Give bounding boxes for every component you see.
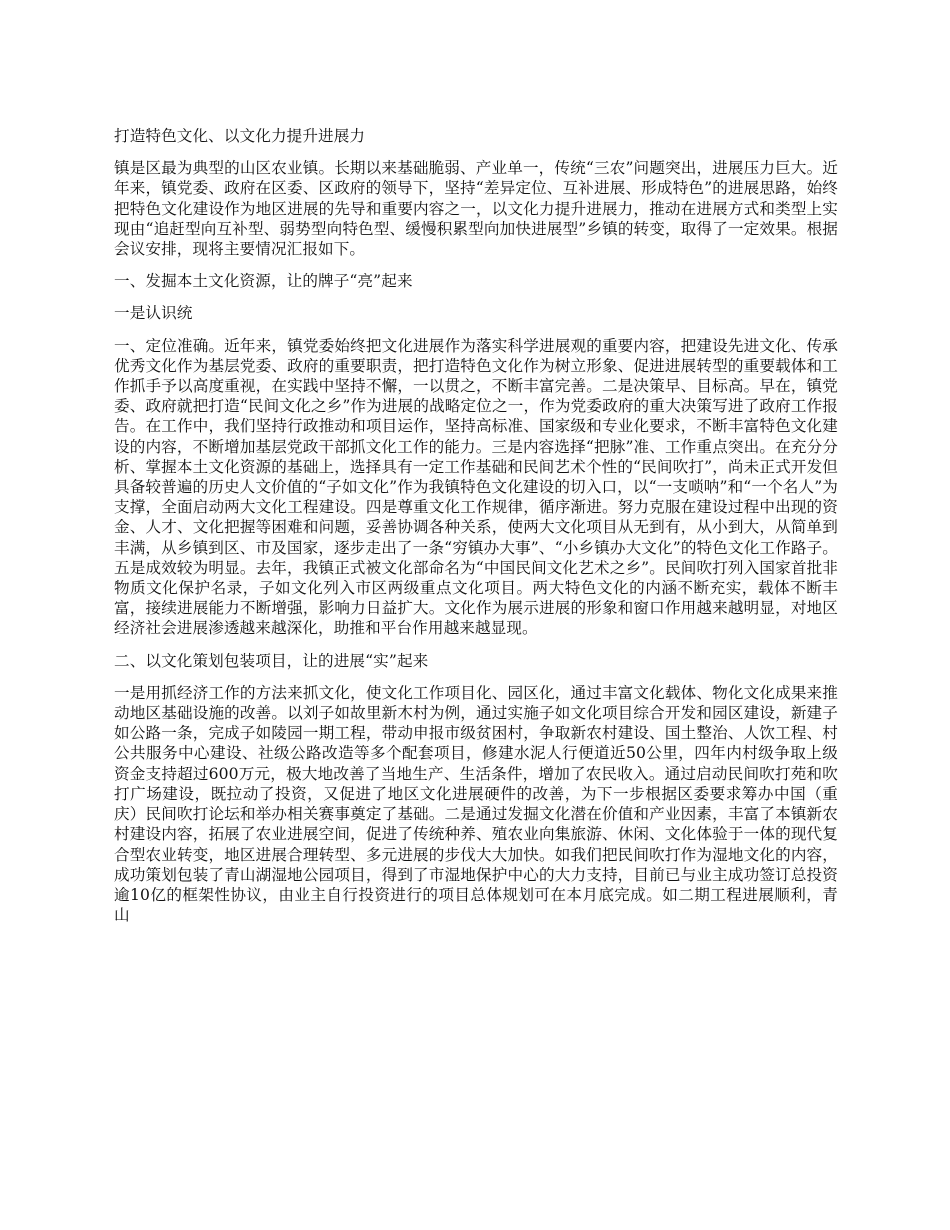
document-title: 打造特色文化、以文化力提升进展力 [114,127,366,145]
document-body [114,112,838,925]
paragraph-gap [114,291,838,303]
paragraph-gap [114,639,838,651]
section-heading-2: 二、以文化策划包装项目，让的进展“实”起来 [114,651,429,670]
subheading-1: 一是认识统 [114,304,193,323]
paragraph-section-1-body: 一、定位准确。近年来，镇党委始终把文化进展作为落实科学进展观的重要内容，把建设先进文化、传承优秀文化作为基层党委、政府的重要职责，把打造特色文化作为树立形象、促进进展转型的重要载体和工作抓手予以高度重视，在实践中坚持不懈，一以贯之，不断丰富完善。二是决策早、目标高。早在，镇党委、政府就把打造“民间文化之乡”作为进展的战略定位之一，作为党委政府的重大决策写进了政府工作报告。在工作中，我们坚持行政推动和项目运作，坚持高标准、国家级和专业化要求，不断丰富特色文化建设的内容，不断增加基层党政干部抓文化工作的能力。三是内容选择“把脉”准、工作重点突出。在充分分析、掌握本土文化资源的基础上，选择具有一定工作基础和民间艺术个性的“民间吹打”，尚未正式开发但具备较普遍的历史人文价值的“子如文化”作为我镇特色文化建设的切入口，以“一支唢呐”和“一个名人”为支撑，全面启动两大文化工程建设。四是尊重文化工作规律，循序渐进。努力克服在建设过程中出现的资金、人才、文化把握等困难和问题，妥善协调各种关系，使两大文化项目从无到有，从小到大，从简单到丰满，从乡镇到区、市及国家，逐步走出了一条“穷镇办大事”、“小乡镇办大文化”的特色文化工作路子。五是成效较为明显。去年，我镇正式被文化部命名为“中国民间文化艺术之乡”。民间吹打列入国家首批非物质文化保护名录，子如文化列入市区两级重点文化项目。两大特色文化的内涵不断充实，载体不断丰富，接续进展能力不断增强，影响力日益扩大。文化作为展示进展的形象和窗口作用越来越明显，对地区经济社会进展渗透越来越深化，助推和平台作用越来越显现。 [114,336,838,638]
paragraph-intro: 镇是区最为典型的山区农业镇。长期以来基础脆弱、产业单一，传统“三农”问题突出，进展压力巨大。近年来，镇党委、政府在区委、区政府的领导下，坚持“差异定位、互补进展、形成特色”的进展思路，始终把特色文化建设作为地区进展的先导和重要内容之一，以文化力提升进展力，推动在进展方式和类型上实现由“追赶型向互补型、弱势型向特色型、缓慢积累型向加快进展型”乡镇的转变，取得了一定效果。根据会议安排，现将主要情况汇报如下。 [114,159,838,259]
section-heading-1: 一、发掘本土文化资源，让的牌子“亮”起来 [114,272,413,291]
paragraph-section-2-body: 一是用抓经济工作的方法来抓文化，使文化工作项目化、园区化，通过丰富文化载体、物化文化成果来推动地区基础设施的改善。以刘子如故里新木村为例，通过实施子如文化项目综合开发和园区建设，新建子如公路一条，完成子如陵园一期工程，带动申报市级贫困村，争取新农村建设、国土整治、人饮工程、村公共服务中心建设、社级公路改造等多个配套项目，修建水泥人行便道近50公里，四年内村级争取上级资金支持超过600万元，极大地改善了当地生产、生活条件，增加了农民收入。通过启动民间吹打苑和吹打广场建设，既拉动了投资，又促进了地区文化进展硬件的改善，为下一步根据区委要求筹办中国（重庆）民间吹打论坛和举办相关赛事奠定了基础。二是通过发掘文化潜在价值和产业因素，丰富了本镇新农村建设内容，拓展了农业进展空间，促进了传统种养、殖农业向集旅游、休闲、文化体验于一体的现代复合型农业转变，地区进展合理转型、多元进展的步伐大大加快。如我们把民间吹打作为湿地文化的内容，成功策划包装了青山湖湿地公园项目，得到了市湿地保护中心的大力支持，目前已与业主成功签订总投资逾10亿的框架性协议，由业主自行投资进行的项目总体规划可在本月底完成。如二期工程进展顺利，青山 [114,683,838,925]
paragraph-gap [114,146,838,158]
paragraph-gap [114,259,838,271]
paragraph-gap [114,671,838,683]
paragraph-gap [114,324,838,336]
